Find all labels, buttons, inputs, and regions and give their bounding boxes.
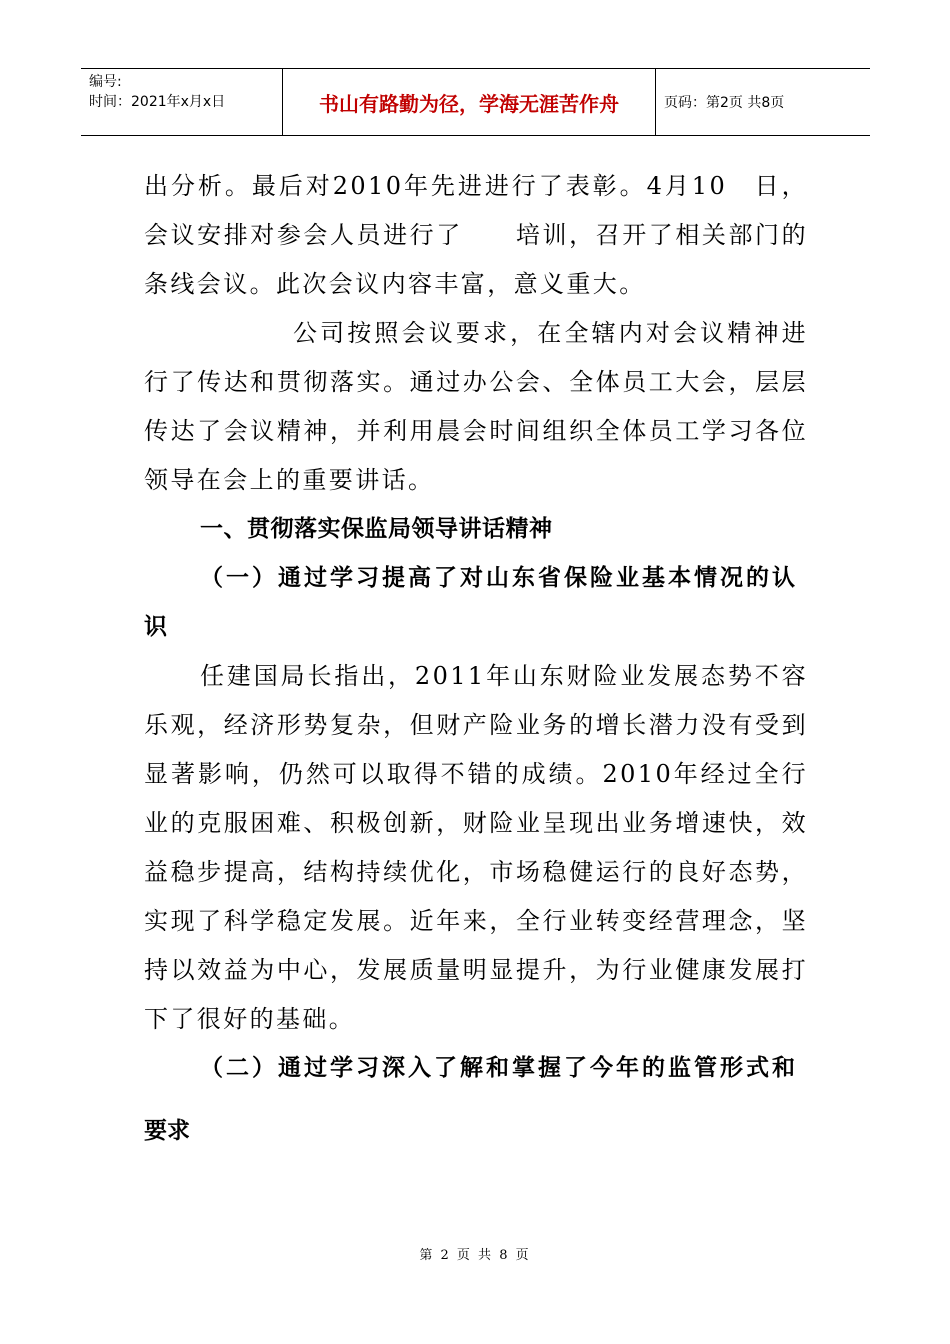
document-body — [144, 162, 808, 1156]
header-meta — [81, 69, 283, 135]
section-heading-1: 一、贯彻落实保监局领导讲话精神 — [200, 516, 553, 542]
subsection-heading-1: （一）通过学习提高了对山东省保险业基本情况的认识 — [144, 565, 798, 640]
document-header — [81, 68, 870, 136]
header-page-info: 页码：第2页 共8页 — [664, 95, 785, 111]
header-motto: 书山有路勤为径，学海无涯苦作舟 — [283, 69, 656, 135]
paragraph-1: 出分析。最后对2010年先进进行了表彰。4月10 日，会议安排对参会人员进行了 培训，召开了相关部门的条线会议。此次会议内容丰富，意义重大。 — [144, 172, 808, 298]
paragraph-2: 公司按照会议要求，在全辖内对会议精神进行了传达和贯彻落实。通过办公会、全体员工大会，层层传达了会议精神，并利用晨会时间组织全体员工学习各位领导在会上的重要讲话。 — [144, 319, 808, 494]
paragraph-3: 任建国局长指出，2011年山东财险业发展态势不容乐观，经济形势复杂，但财产险业务的增长潜力没有受到显著影响，仍然可以取得不错的成绩。2010年经过全行业的克服困难、积极创新，财险业呈现出业务增速快，效益稳步提高，结构持续优化，市场稳健运行的良好态势，实现了科学稳定发展。近年来，全行业转变经营理念，坚持以效益为中心，发展质量明显提升，为行业健康发展打下了很好的基础。 — [144, 662, 808, 1033]
page-footer: 第 2 页 共 8 页 — [419, 1248, 531, 1263]
document-number-label: 编号: — [89, 74, 122, 90]
subsection-heading-2-line2: 要求 — [144, 1118, 190, 1144]
document-time-label: 时间：2021年x月x日 — [89, 94, 226, 110]
subsection-heading-2-line1: （二）通过学习深入了解和掌握了今年的监管形式和 — [200, 1055, 798, 1081]
